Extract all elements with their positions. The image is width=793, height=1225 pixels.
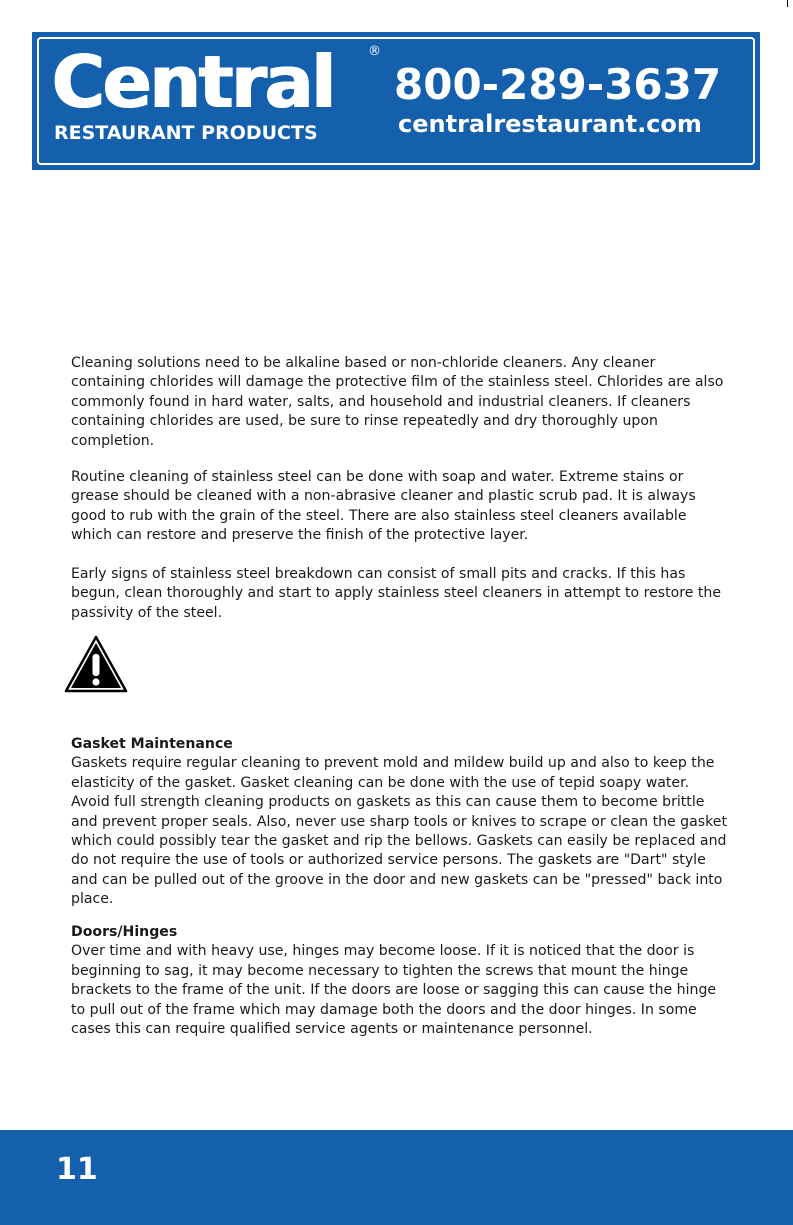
paragraph-breakdown-signs: Early signs of stainless steel breakdown can consist of small pits and cracks. If this has begun, clean thoroughly and start to apply stainless steel cleaners in attempt to restore the passivity of the steel. [71,566,722,621]
header-banner [32,32,760,170]
section-doors-hinges [71,923,731,1039]
gasket-heading: Gasket Maintenance [71,736,233,752]
brand-logo: Central [52,40,335,124]
gasket-text: Gaskets require regular cleaning to prevent mold and mildew build up and also to keep the elasticity of the gasket. Gasket cleaning can be done with the use of tepid soapy water. Avoid full strength cleaning products on gaskets as this can cause them to become brittle and prevent proper seals. Also, never use sharp tools or knives to scrape or clean the gasket which could possibly tear the gasket and rip the bellows. Gaskets can easily be replaced and do not require the use of tools or authorized service persons. The gaskets are "Dart" style and can be pulled out of the groove in the door and new gaskets can be "pressed" back into place. [71,755,727,908]
page-number: 11 [56,1152,98,1187]
registered-mark: ® [368,44,381,59]
paragraph-routine-cleaning: Routine cleaning of stainless steel can be done with soap and water. Extreme stains or grease should be cleaned with a non-abrasive cleaner and plastic scrub pad. It is always good to rub with the grain of the steel. There are also stainless steel cleaners available which can restore and preserve the finish of the protective layer. [71,469,696,544]
warning-triangle-icon [63,634,129,694]
phone-number: 800-289-3637 [394,60,722,109]
doors-heading: Doors/Hinges [71,924,178,940]
brand-subtitle: RESTAURANT PRODUCTS [54,122,318,144]
footer-bar [0,1130,793,1225]
website-url: centralrestaurant.com [398,110,702,138]
corner-mark [787,0,788,7]
section-gasket-maintenance [71,735,731,910]
paragraph-cleaning-solutions: Cleaning solutions need to be alkaline based or non-chloride cleaners. Any cleaner containing chlorides will damage the protective film of the stainless steel. Chlorides are also commonly found in hard water, salts, and household and industrial cleaners. If cleaners containing chlorides are used, be sure to rinse repeatedly and dry thoroughly upon completion. [71,355,724,449]
doors-text: Over time and with heavy use, hinges may become loose. If it is noticed that the door is beginning to sag, it may become necessary to tighten the screws that mount the hinge brackets to the frame of the unit. If the doors are loose or sagging this can cause the hinge to pull out of the frame which may damage both the doors and the door hinges. In some cases this can require qualified service agents or maintenance personnel. [71,943,717,1038]
